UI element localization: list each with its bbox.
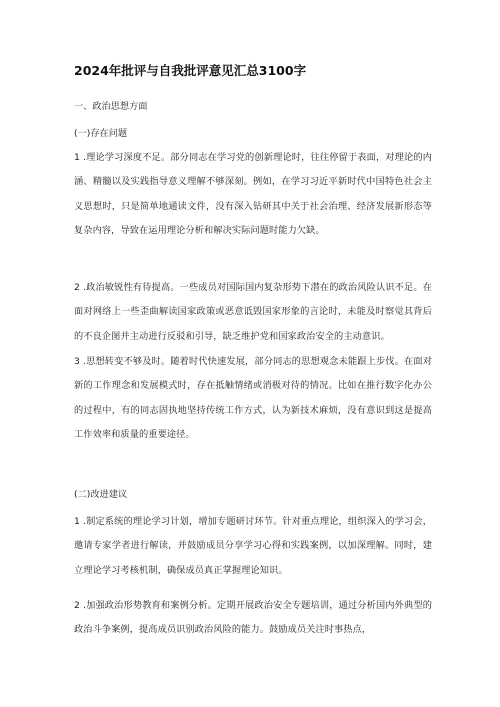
problem-paragraph-1: 1 .理论学习深度不足。部分同志在学习党的创新理论时，往往停留于表面，对理论的内涵、精髓以及实践指导意义理解不够深刻。例如，在学习习近平新时代中国特色社会主义思想时，只是简单地通读文件，没有深入钻研其中关于社会治理、经济发展新形态等复杂内容，导致在运用理论分析和解决实际问题时能力欠缺。 (74, 152, 432, 236)
section-heading-political-thought: 一、政治思想方面 (74, 101, 148, 112)
subsection-heading-problems: (一)存在问题 (74, 128, 128, 139)
subsection-heading-suggestions: (二)改进建议 (74, 489, 128, 500)
problem-paragraph-3: 3 .思想转变不够及时。随着时代快速发展，部分同志的思想观念未能跟上步伐。在面对新的工作理念和发展模式时，存在抵触情绪或消极对待的情况。比如在推行数字化办公的过程中，有的同志固执地坚持传统工作方式，认为新技术麻烦，没有意识到这是提高工作效率和质量的重要途径。 (74, 356, 432, 440)
suggestion-paragraph-1: 1 .制定系统的理论学习计划，增加专题研讨环节。针对重点理论，组织深入的学习会，邀请专家学者进行解读，并鼓励成员分享学习心得和实践案例，以加深理解。同时，建立理论学习考核机制，确保成员真正掌握理论知识。 (74, 516, 432, 576)
document-title: 2024年批评与自我批评意见汇总3100字 (74, 63, 307, 78)
problem-paragraph-2: 2 .政治敏锐性有待提高。一些成员对国际国内复杂形势下潜在的政治风险认识不足。在面对网络上一些歪曲解读国家政策或恶意诋毁国家形象的言论时，未能及时察觉其背后的不良企图并主动进行反驳和引导，缺乏维护党和国家政治安全的主动意识。 (74, 282, 432, 342)
suggestion-paragraph-2: 2 .加强政治形势教育和案例分析。定期开展政治安全专题培训，通过分析国内外典型的政治斗争案例，提高成员识别政治风险的能力。鼓励成员关注时事热点， (74, 600, 432, 636)
